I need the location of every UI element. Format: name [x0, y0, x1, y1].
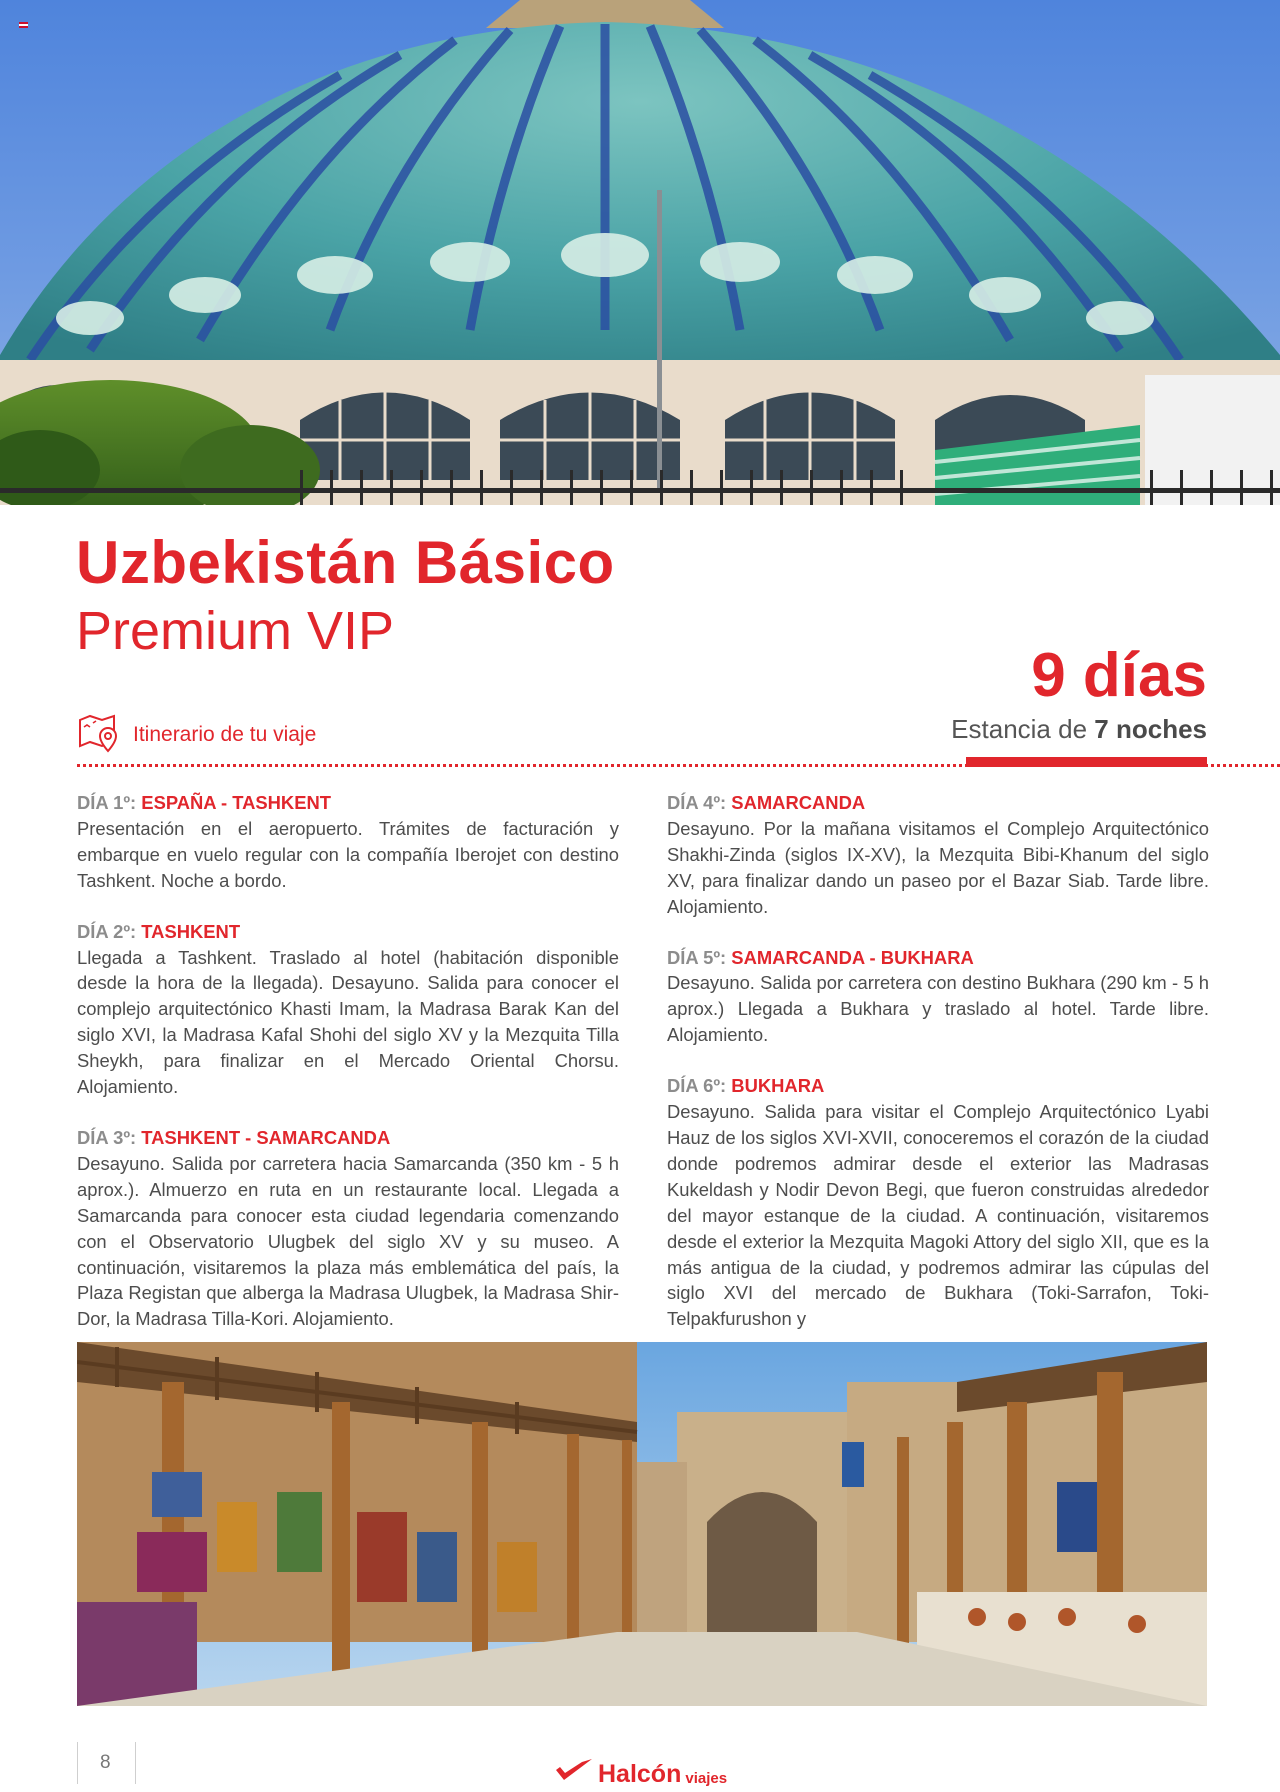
day-destination: ESPAÑA - TASHKENT — [141, 792, 331, 813]
brand-sub: viajes — [685, 1770, 728, 1787]
flag-icon — [19, 22, 28, 28]
map-pin-icon — [77, 711, 119, 758]
brand-swoosh-icon — [554, 1756, 594, 1787]
day-number: DÍA 5º: — [667, 946, 727, 968]
day-destination: TASHKENT - SAMARCANDA — [141, 1126, 391, 1148]
page-title: Uzbekistán Básico — [76, 529, 615, 596]
day-entry — [667, 790, 1209, 920]
itinerary-heading — [77, 711, 316, 758]
brand-logo — [554, 1756, 727, 1787]
footer-divider — [77, 1742, 78, 1784]
day-entry — [77, 790, 619, 894]
day-description: Desayuno. Salida por carretera hacia Samarcanda (350 km - 5 h aprox.). Almuerzo en ruta en un restaurante local. Llegada a Samarcanda para conocer esta ciudad legendaria comenzando con el Observatorio Ulugbek del siglo XV y su museo. A continuación, visitaremos la plaza más emblemática del país, la Plaza Registan que alberga la Madrasa Ulugbek, la Madrasa Shir-Dor, la Madrasa Tilla-Kori. Alojamiento. — [77, 1152, 619, 1330]
day-heading — [667, 790, 1209, 816]
day-number: DÍA 3º: — [77, 1126, 137, 1148]
day-heading — [77, 919, 619, 945]
day-entry — [77, 1125, 619, 1332]
stay-prefix: Estancia de — [951, 714, 1088, 744]
itinerary-column-right — [667, 790, 1209, 1357]
day-destination: SAMARCANDA - BUKHARA — [731, 946, 974, 968]
day-description: Desayuno. Por la mañana visitamos el Complejo Arquitectónico Shakhi-Zinda (siglos IX-XV), la Mezquita Bibi-Khanum del siglo XV, para finalizar dando un paseo por el Bazar Siab. Tarde libre. Alojamiento. — [667, 817, 1209, 917]
stay-nights: 7 noches — [1094, 714, 1207, 744]
page-subtitle: Premium VIP — [76, 601, 395, 661]
day-number: DÍA 4º: — [667, 792, 727, 813]
bazaar-photo — [77, 1342, 1207, 1706]
day-description: Llegada a Tashkent. Traslado al hotel (habitación disponible desde la hora de la llegada). Desayuno. Salida para conocer el complejo arquitectónico Khasti Imam, la Madrasa Barak Kan del siglo XVI, la Madrasa Kafal Shohi del siglo XV y la Mezquita Tilla Sheykh, para finalizar en el Mercado Oriental Chorsu. Alojamiento. — [77, 946, 619, 1098]
hero-photo-dome — [0, 0, 1280, 505]
day-destination: TASHKENT — [141, 920, 241, 942]
bazaar-illustration — [77, 1342, 1207, 1706]
day-number: DÍA 6º: — [667, 1075, 727, 1097]
day-number: DÍA 1º: — [77, 792, 137, 813]
day-heading — [667, 1073, 1209, 1099]
footer-divider — [135, 1742, 136, 1784]
day-heading — [667, 945, 1209, 971]
day-heading — [77, 1125, 619, 1151]
day-destination: BUKHARA — [731, 1075, 825, 1097]
day-description: Desayuno. Salida para visitar el Complejo Arquitectónico Lyabi Hauz de los siglos XVI-XVII, conoceremos el corazón de la ciudad donde podremos admirar desde el exterior las Madrasas Kukeldash y Nodir Devon Begi, que fueron construidas alrededor del mayor estanque de la ciudad. A continuación, visitaremos desde el exterior la Mezquita Magoki Attory del siglo XII, que es la más antigua de la ciudad, y podremos admirar las cúpulas del siglo XVI del mercado de Bukhara (Toki-Sarrafon, Toki-Telpakfurushon y — [667, 1101, 1209, 1330]
day-destination: SAMARCANDA — [731, 792, 866, 813]
day-entry — [77, 919, 619, 1100]
itinerary-column-left — [77, 790, 619, 1357]
day-description: Desayuno. Salida por carretera con destino Bukhara (290 km - 5 h aprox.) Llegada a Bukhara y traslado al hotel. Tarde libre. Alojamiento. — [667, 972, 1209, 1046]
stay-info — [951, 714, 1207, 745]
day-entry — [667, 945, 1209, 1049]
itinerary-label: Itinerario de tu viaje — [133, 722, 317, 746]
day-heading — [77, 790, 619, 816]
dome-illustration — [0, 0, 1280, 505]
day-description: Presentación en el aeropuerto. Trámites de facturación y embarque en vuelo regular con la compañía Iberojet con destino Tashkent. Noche a bordo. — [77, 817, 619, 891]
day-entry — [667, 1073, 1209, 1332]
brand-name: Halcón — [598, 1760, 682, 1788]
dotted-divider — [77, 764, 1280, 767]
day-number: DÍA 2º: — [77, 920, 137, 942]
trip-duration: 9 días — [1031, 641, 1207, 710]
page-number: 8 — [100, 1752, 111, 1773]
